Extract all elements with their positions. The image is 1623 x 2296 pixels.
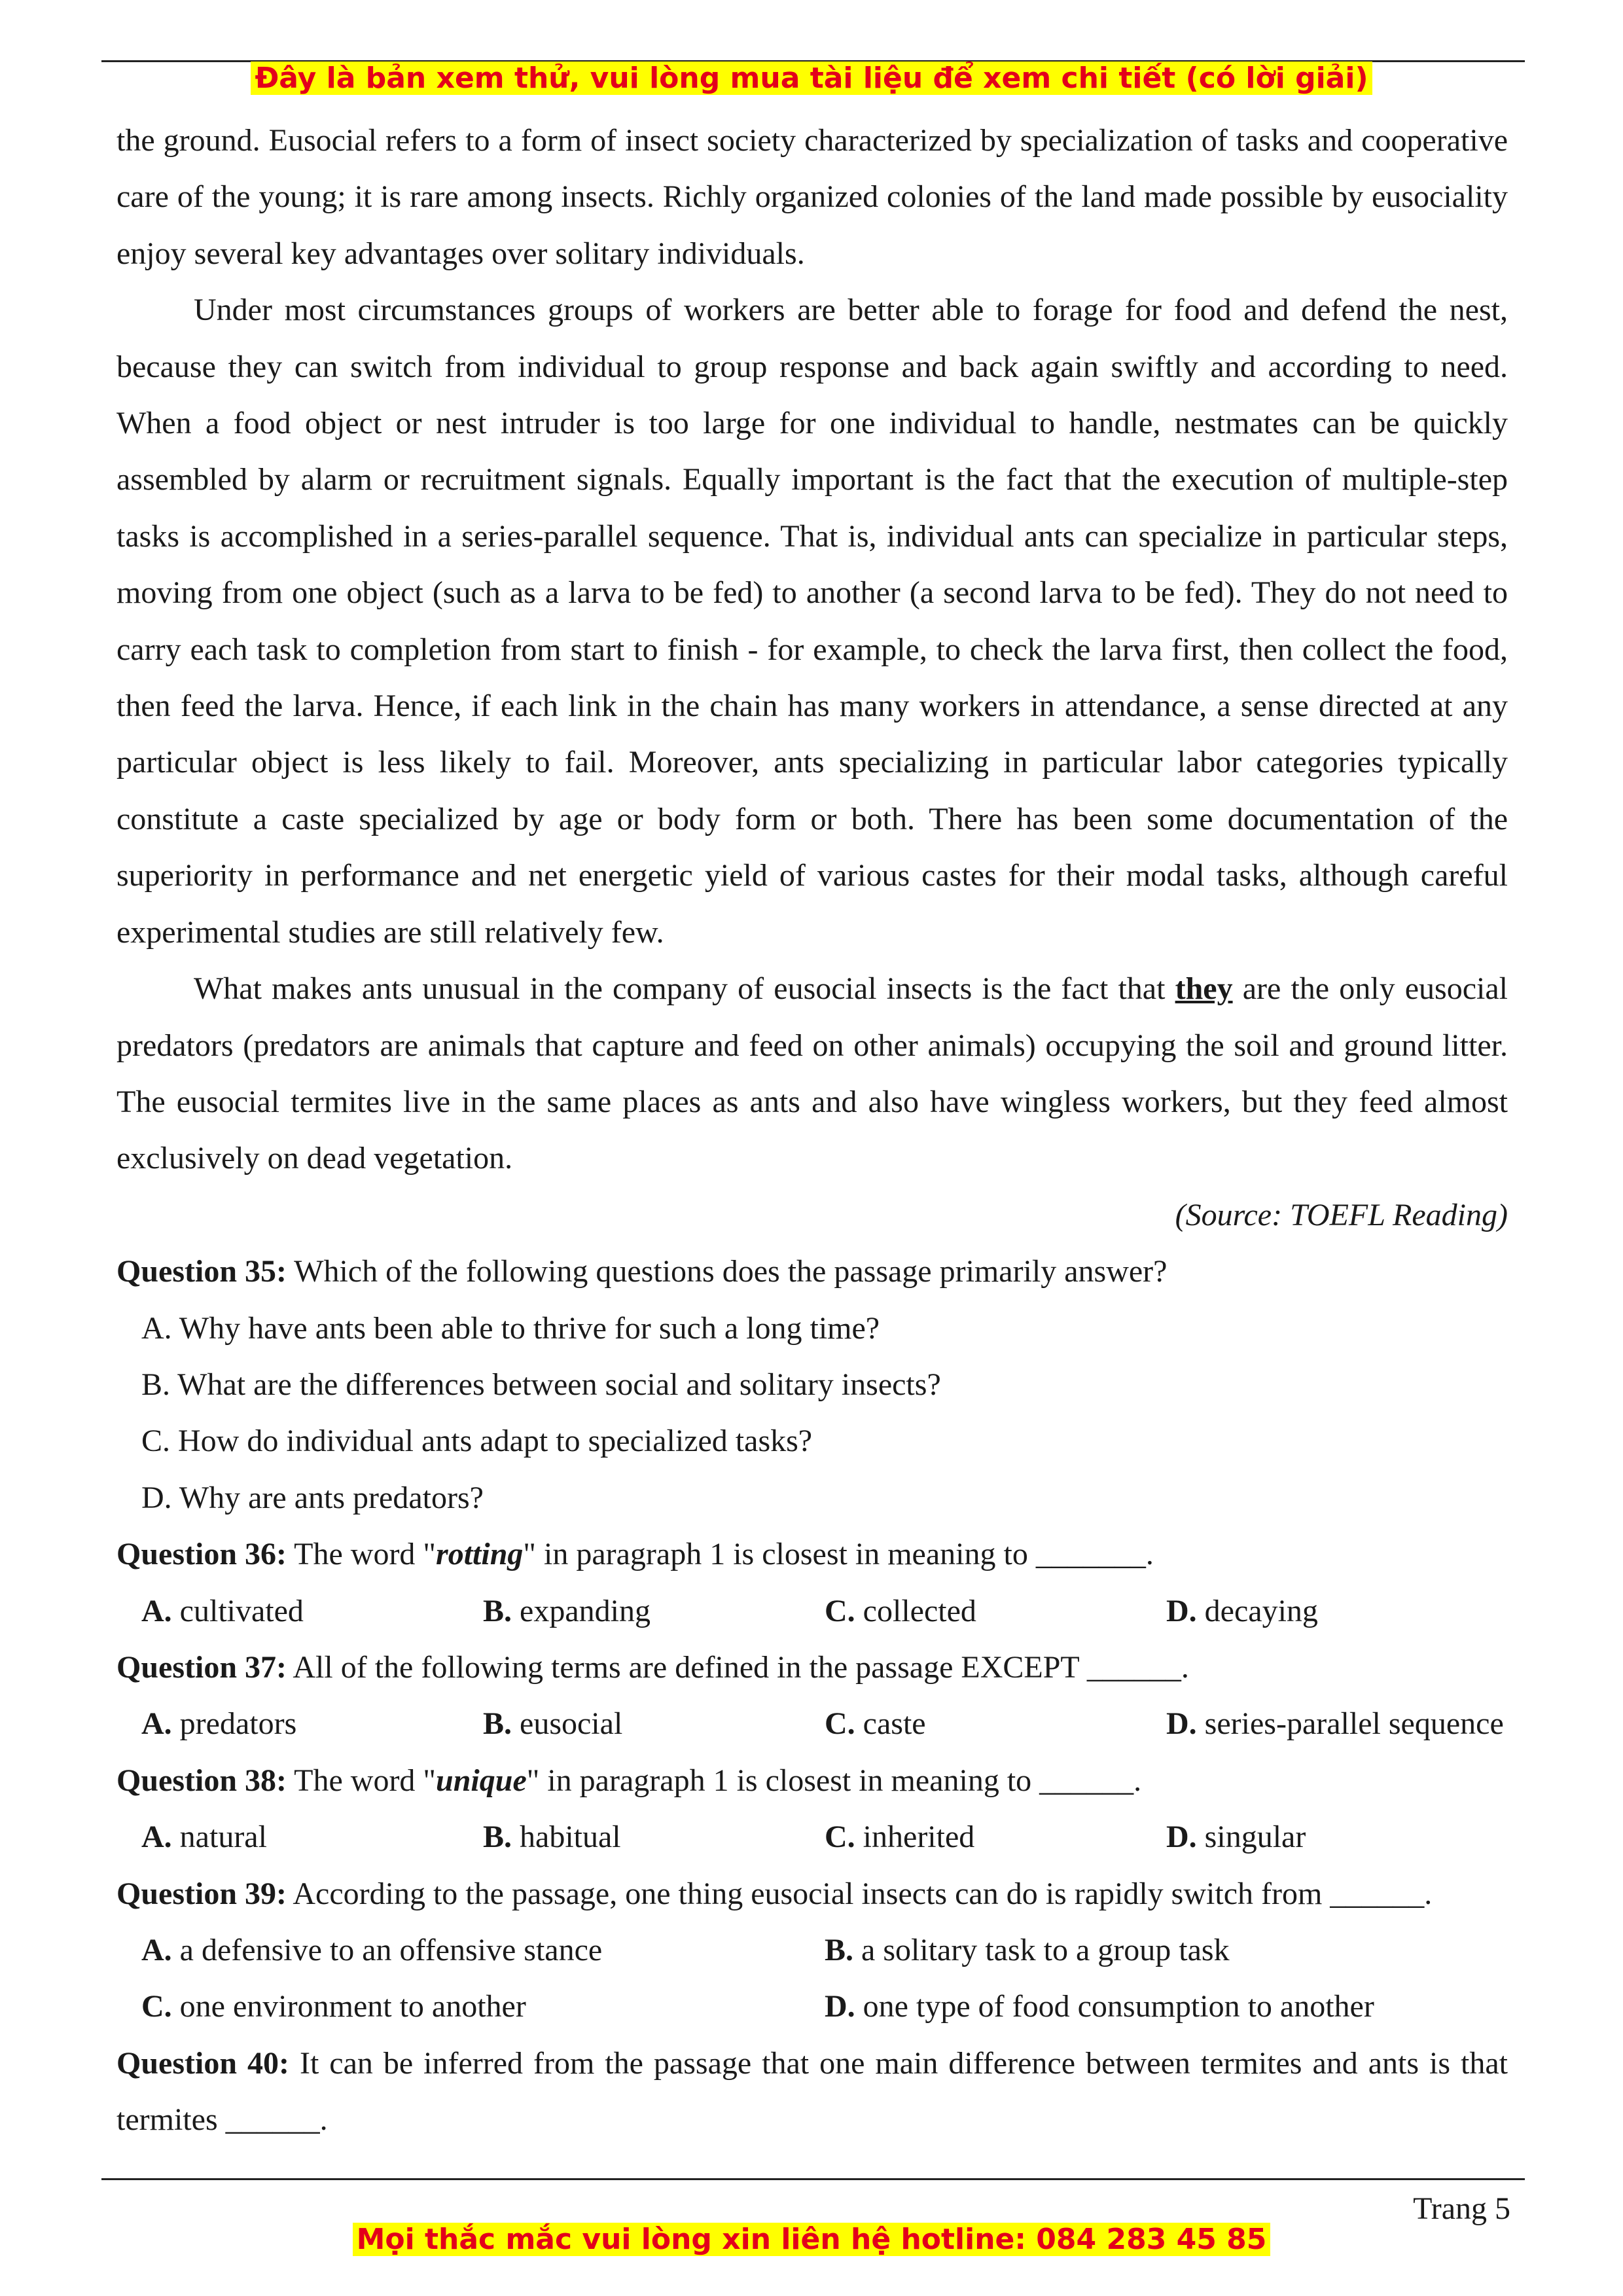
q38-option-c[interactable] [825,1809,1166,1865]
q38-options [116,1809,1508,1865]
q36-option-a[interactable] [141,1583,483,1640]
option-text: predators [171,1706,297,1742]
option-text: a defensive to an offensive stance [171,1933,603,1967]
question-keyword: unique [436,1763,527,1798]
option-letter: C. [825,1820,855,1855]
passage-p3-end: are the only eusocial predators (predators are animals that capture and feed on other animals) occupying the soil and ground litter. The eusocial termites live in the same places as ants and also have wingless workers, but they feed almost exclusively on dead vegetation. [116,971,1508,1176]
q38-option-b[interactable] [483,1809,825,1865]
question-text-start: The word " [287,1537,437,1572]
q38-option-d[interactable] [1166,1809,1508,1865]
option-letter: A. [141,1706,172,1742]
q39-option-b[interactable] [825,1922,1508,1979]
option-letter: C. [825,1706,855,1742]
preview-banner [0,59,1623,98]
option-letter: A. [141,1933,172,1967]
hotline-banner-text: Mọi thắc mắc vui lòng xin liên hệ hotline: 084 283 45 85 [353,2223,1271,2256]
q36-option-b[interactable] [483,1583,825,1640]
question-text-end: " in paragraph 1 is closest in meaning to _______. [523,1537,1154,1572]
option-letter: A. [141,1593,172,1628]
option-text: singular [1196,1820,1306,1855]
page-number: Trang 5 [1413,2191,1510,2226]
question-39 [116,1866,1508,1922]
q39-options-row-2 [116,1979,1508,2035]
option-letter: C. [141,1424,171,1459]
option-text: What are the differences between social and solitary insects? [170,1367,941,1402]
passage-source: (Source: TOEFL Reading) [1175,1197,1508,1232]
q35-option-b[interactable] [116,1357,1508,1413]
option-text: a solitary task to a group task [853,1933,1230,1967]
question-36 [116,1526,1508,1583]
q37-option-c[interactable] [825,1696,1166,1752]
q39-option-a[interactable] [141,1922,825,1979]
passage-paragraph-2: Under most circumstances groups of workers are better able to forage for food and defend the nest, because they can switch from individual to group response and back again swiftly and according to need. When a food object or nest intruder is too large for one individual to handle, nestmates can be quickly assembled by alarm or recruitment signals. Equally important is the fact that the execution of multiple-step tasks is accomplished in a series-parallel sequence. That is, individual ants can specialize in particular steps, moving from one object (such as a larva to be fed) to another (a second larva to be fed). They do not need to carry each task to completion from start to finish - for example, to check the larva first, then collect the food, then feed the larva. Hence, if each link in the chain has many workers in attendance, a sense directed at any particular object is less likely to fail. Moreover, ants specializing in particular labor categories typically constitute a caste specialized by age or body form or both. There has been some documentation of the superiority in performance and net energetic yield of various castes for their modal tasks, although careful experimental studies are still relatively few. [116,293,1508,950]
document-body [116,113,1508,2149]
q39-option-d[interactable] [825,1979,1508,2035]
option-text: caste [855,1706,926,1742]
question-40 [116,2036,1508,2149]
question-label: Question 38: [116,1763,287,1798]
question-text: It can be inferred from the passage that one main difference between termites and ants is that termites ______. [116,2045,1508,2138]
option-text: Why have ants been able to thrive for such a long time? [171,1310,880,1346]
option-letter: C. [141,1989,172,2024]
question-text-end: " in paragraph 1 is closest in meaning to ______. [526,1763,1142,1798]
option-text: eusocial [512,1706,623,1742]
option-letter: D. [825,1989,855,2024]
passage-paragraph-1: the ground. Eusocial refers to a form of insect society characterized by specialization of tasks and cooperative care of the young; it is rare among insects. Richly organized colonies of the land made possible by eusociality enjoy several key advantages over solitary individuals. [116,123,1508,271]
option-letter: D. [1166,1820,1197,1855]
question-label: Question 37: [116,1649,287,1685]
question-text-start: The word " [287,1763,437,1798]
q39-options-row-1 [116,1922,1508,1979]
footer-rule [101,2178,1525,2180]
q36-option-c[interactable] [825,1583,1166,1640]
option-letter: B. [483,1593,512,1628]
option-text: cultivated [171,1593,304,1628]
passage-paragraph-3 [116,961,1508,1187]
option-text: habitual [512,1820,621,1855]
option-letter: A. [141,1820,172,1855]
question-35 [116,1244,1508,1300]
q38-option-a[interactable] [141,1809,483,1865]
q35-option-a[interactable] [116,1300,1508,1357]
option-text: decaying [1196,1593,1318,1628]
q35-option-c[interactable] [116,1413,1508,1469]
option-text: series-parallel sequence [1196,1706,1504,1742]
option-text: inherited [855,1820,975,1855]
q36-option-d[interactable] [1166,1583,1508,1640]
question-label: Question 35: [116,1254,287,1289]
option-letter: D. [1166,1706,1197,1742]
option-letter: D. [141,1480,172,1515]
option-letter: B. [141,1367,171,1402]
highlighted-word-they: they [1175,971,1233,1007]
question-38 [116,1753,1508,1809]
question-label: Question 39: [116,1876,287,1911]
q37-option-a[interactable] [141,1696,483,1752]
question-label: Question 36: [116,1537,287,1572]
preview-banner-text: Đây là bản xem thử, vui lòng mua tài liệu để xem chi tiết (có lời giải) [251,62,1372,95]
option-letter: C. [825,1593,855,1628]
question-text: According to the passage, one thing eusocial insects can do is rapidly switch from ______. [287,1876,1433,1911]
option-text: collected [855,1593,976,1628]
hotline-banner [0,2220,1623,2259]
option-letter: B. [825,1933,854,1967]
option-letter: D. [1166,1593,1197,1628]
option-text: one type of food consumption to another [855,1989,1374,2024]
question-37 [116,1640,1508,1696]
option-letter: B. [483,1706,512,1742]
q39-option-c[interactable] [141,1979,825,2035]
option-letter: A. [141,1310,172,1346]
question-text: Which of the following questions does the passage primarily answer? [287,1254,1168,1289]
option-text: one environment to another [171,1989,526,2024]
question-label: Question 40: [116,2045,289,2081]
q37-option-d[interactable] [1166,1696,1508,1752]
option-text: expanding [512,1593,651,1628]
q36-options [116,1583,1508,1640]
q35-option-d[interactable] [116,1470,1508,1526]
q37-option-b[interactable] [483,1696,825,1752]
question-keyword: rotting [436,1537,524,1572]
question-text: All of the following terms are defined in the passage EXCEPT ______. [287,1649,1189,1685]
q37-options [116,1696,1508,1752]
passage-p3-start: What makes ants unusual in the company of eusocial insects is the fact that [194,971,1175,1007]
option-text: natural [171,1820,267,1855]
option-text: Why are ants predators? [171,1480,484,1515]
option-letter: B. [483,1820,512,1855]
option-text: How do individual ants adapt to specialized tasks? [170,1424,813,1459]
